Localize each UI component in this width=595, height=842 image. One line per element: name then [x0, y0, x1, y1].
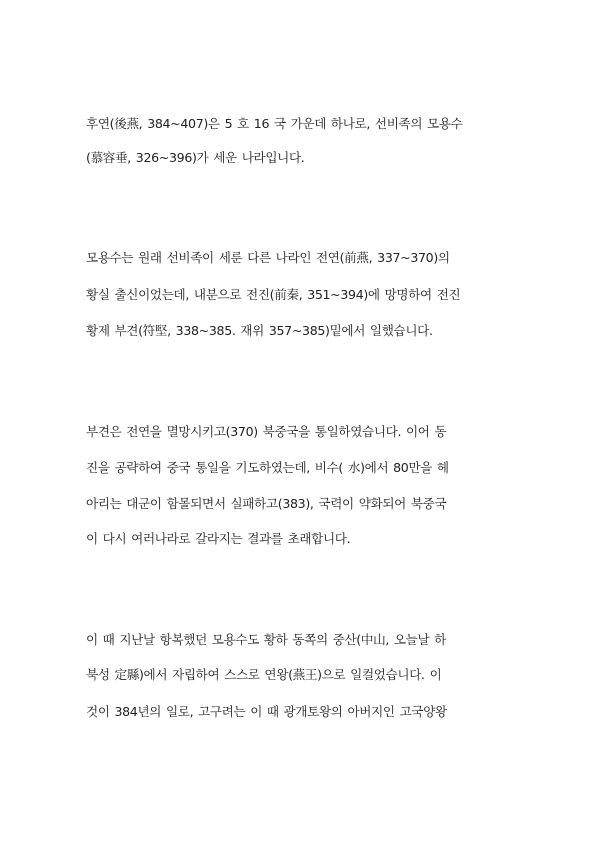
text-line: 아리는 대군이 함몰되면서 실패하고(383), 국력이 약화되어 북중국 [86, 496, 447, 511]
text-line: 부견은 전연을 멸망시키고(370) 북중국을 통일하였습니다. 이어 동 [86, 424, 447, 439]
text-line: 진을 공략하여 중국 통일을 기도하였는데, 비수( 水)에서 80만을 헤 [86, 460, 449, 475]
text-line: 이 때 지난날 항복했던 모용수도 황하 동쪽의 중산(中山, 오늘날 하 [86, 632, 446, 647]
text-line: 황제 부견(符堅, 338~385. 재위 357~385)밑에서 일했습니다. [86, 323, 433, 338]
text-line: 후연(後燕, 384~407)은 5 호 16 국 가운데 하나로, 선비족의 모용수 [86, 116, 463, 131]
text-line: 모용수는 원래 선비족이 세룬 다른 나라인 전연(前燕, 337~370)의 [86, 250, 450, 265]
text-line: 황실 출신이었는데, 내분으로 전진(前秦, 351~394)에 망명하여 전진 [86, 287, 461, 302]
text-line: 것이 384년의 일로, 고구려는 이 때 광개토왕의 아버지인 고국양왕 [86, 704, 447, 719]
text-line: 이 다시 여러나라로 갈라지는 결과를 초래합니다. [86, 531, 351, 546]
text-line: 북성 定縣)에서 자립하여 스스로 연왕(燕王)으로 일컬었습니다. 이 [86, 667, 442, 682]
text-line: (慕容垂, 326~396)가 세운 나라입니다. [86, 150, 305, 165]
